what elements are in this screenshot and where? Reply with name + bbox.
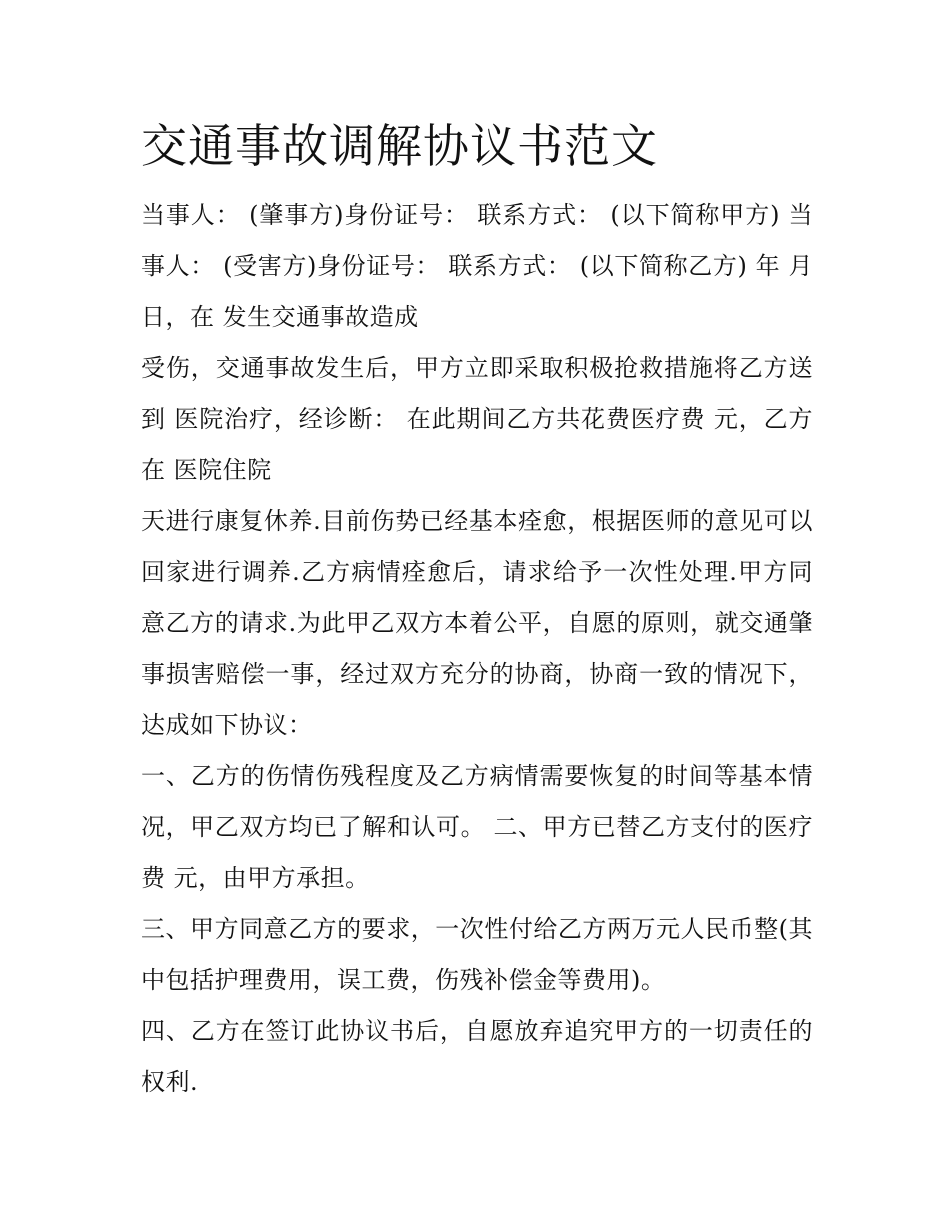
paragraph-clause-4: 四、乙方在签订此协议书后，自愿放弃追究甲方的一切责任的权利.: [141, 1017, 813, 1096]
document-title: 交通事故调解协议书范文: [141, 119, 658, 173]
paragraph-clause-3: 三、甲方同意乙方的要求，一次性付给乙方两万元人民币整(其中包括护理费用，误工费，伤残补偿金等费用)。: [141, 915, 813, 994]
paragraph-treatment: 受伤，交通事故发生后，甲方立即采取积极抢救措施将乙方送到 医院治疗，经诊断： 在此期间乙方共花费医疗费 元，乙方在 医院住院: [141, 354, 813, 484]
paragraph-recovery: 天进行康复休养.目前伤势已经基本痊愈，根据医师的意见可以回家进行调养.乙方病情痊愈后，请求给予一次性处理.甲方同意乙方的请求.为此甲乙双方本着公平，自愿的原则，就交通肇事损害赔偿一事，经过双方充分的协商，协商一致的情况下，达成如下协议：: [141, 507, 813, 739]
paragraph-clause-1-2: 一、乙方的伤情伤残程度及乙方病情需要恢复的时间等基本情况，甲乙双方均已了解和认可。 二、甲方已替乙方支付的医疗费 元，由甲方承担。: [141, 762, 813, 892]
document-body: [141, 108, 813, 1108]
paragraph-parties: 当事人： (肇事方)身份证号： 联系方式： (以下简称甲方) 当事人： (受害方)身份证号： 联系方式： (以下简称乙方) 年 月 日，在 发生交通事故造成: [141, 201, 813, 331]
